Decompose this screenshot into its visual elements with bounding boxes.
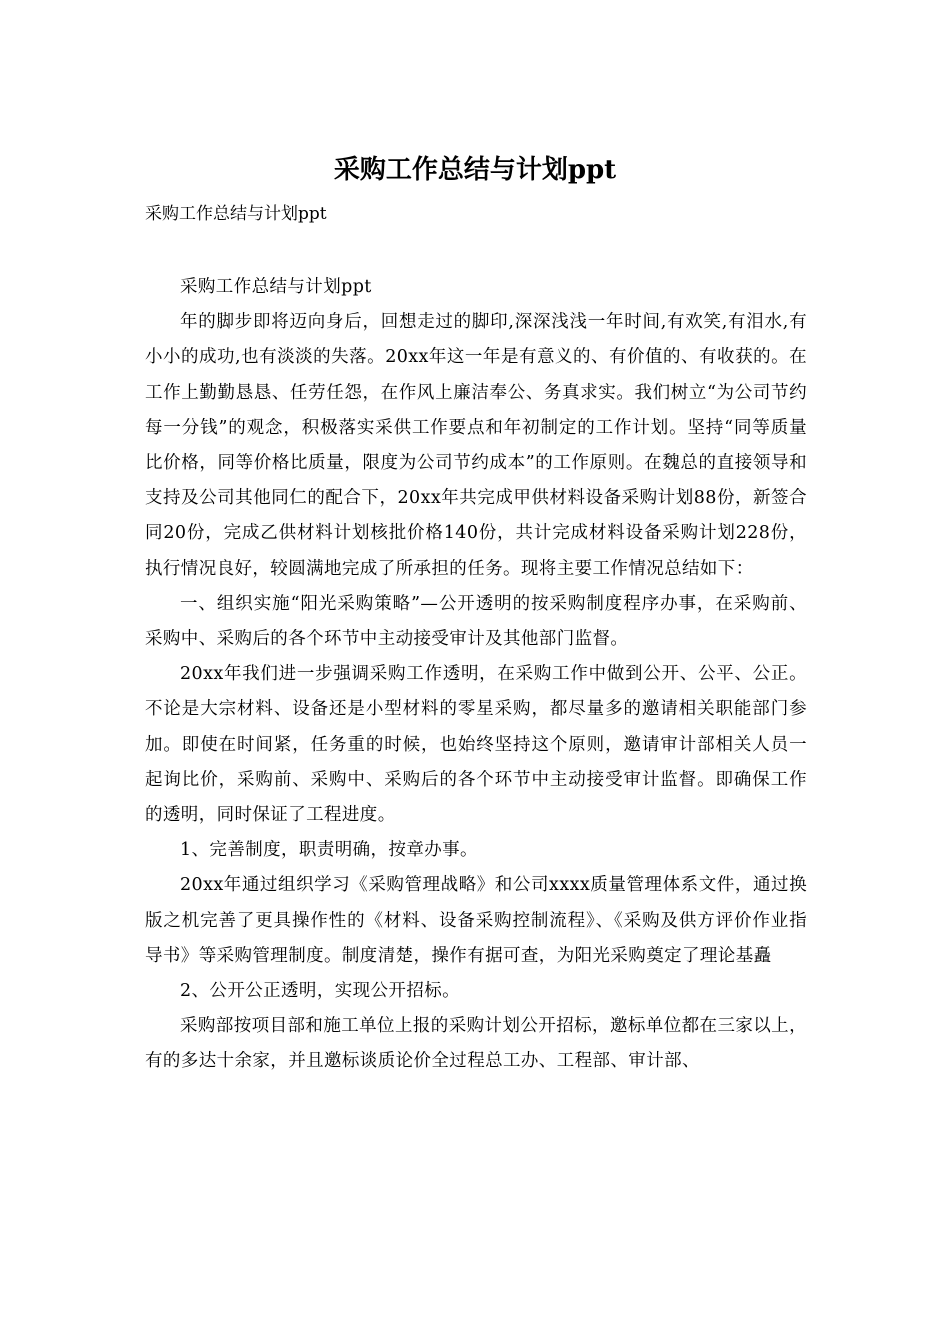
- document-body: [145, 270, 807, 1080]
- paragraph-intro: 年的脚步即将迈向身后，回想走过的脚印,深深浅浅一年时间,有欢笑,有泪水,有小小的成功,也有淡淡的失落。20xx年这一年是有意义的、有价值的、有收获的。在工作上勤勤恳恳、任劳任怨，在作风上廉洁奉公、务真求实。我们树立“为公司节约每一分钱”的观念，积极落实采供工作要点和年初制定的工作计划。坚持“同等质量比价格，同等价格比质量，限度为公司节约成本”的工作原则。在魏总的直接领导和支持及公司其他同仁的配合下，20xx年共完成甲供材料设备采购计划88份，新签合同20份，完成乙供材料计划核批价格140份，共计完成材料设备采购计划228份，执行情况良好，较圆满地完成了所承担的任务。现将主要工作情况总结如下：: [145, 312, 807, 579]
- paragraph-bidding: 采购部按项目部和施工单位上报的采购计划公开招标，邀标单位都在三家以上，有的多达十余家，并且邀标谈质论价全过程总工办、工程部、审计部、: [145, 1016, 807, 1072]
- paragraph-item-1: 1、完善制度，职责明确，按章办事。: [180, 840, 478, 861]
- paragraph-transparency: 20xx年我们进一步强调采购工作透明，在采购工作中做到公开、公平、公正。不论是大宗材料、设备还是小型材料的零星采购，都尽量多的邀请相关职能部门参加。即使在时间紧，任务重的时候，也始终坚持这个原则，邀请审计部相关人员一起询比价，采购前、采购中、采购后的各个环节中主动接受审计监督。即确保工作的透明，同时保证了工程进度。: [145, 664, 807, 826]
- document-title: 采购工作总结与计划ppt: [333, 155, 617, 185]
- paragraph-item-2: 2、公开公正透明，实现公开招标。: [180, 981, 461, 1002]
- document-subtitle: 采购工作总结与计划ppt: [145, 204, 327, 224]
- paragraph-section-1: 一、组织实施“阳光采购策略”—公开透明的按采购制度程序办事，在采购前、采购中、采购后的各个环节中主动接受审计及其他部门监督。: [145, 593, 807, 650]
- paragraph-regulations: 20xx年通过组织学习《采购管理战略》和公司xxxx质量管理体系文件，通过换版之机完善了更具操作性的《材料、设备采购控制流程》、《采购及供方评价作业指导书》等采购管理制度。制度清楚，操作有据可查，为阳光采购奠定了理论基矗: [145, 875, 807, 966]
- paragraph-heading: 采购工作总结与计划ppt: [180, 277, 372, 297]
